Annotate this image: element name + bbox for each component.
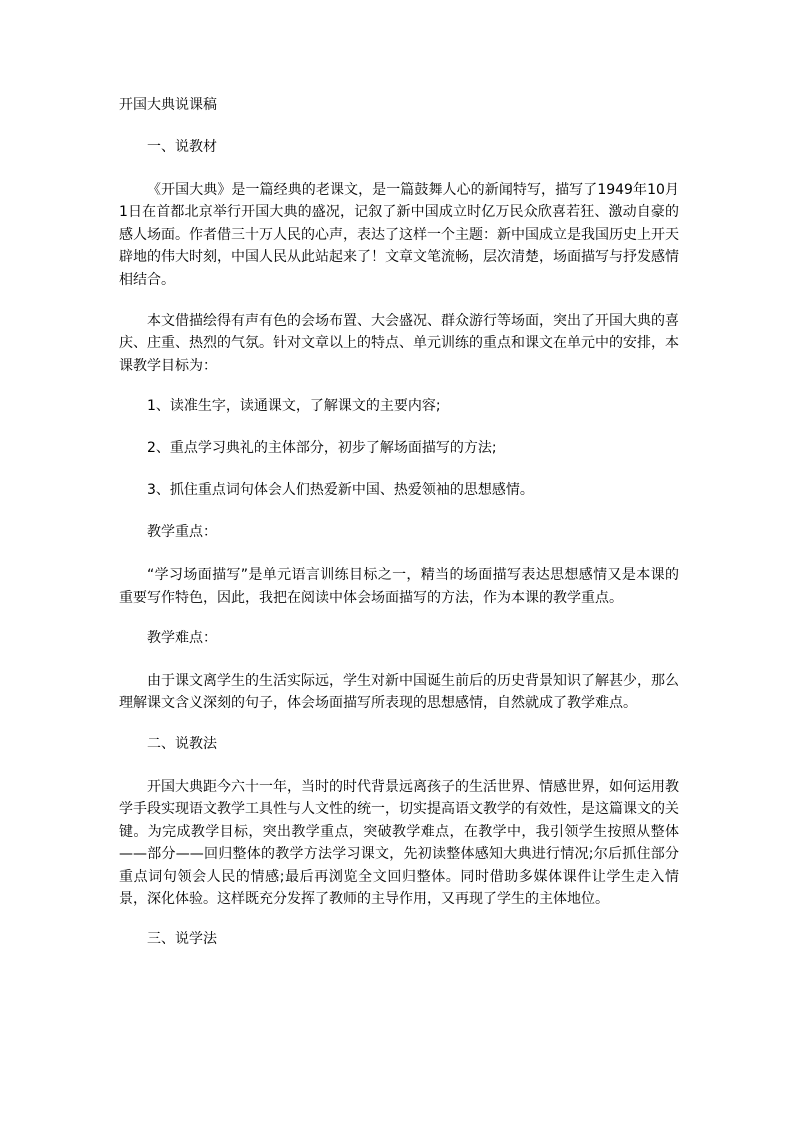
- difficulty-label: 教学难点：: [147, 630, 217, 647]
- document-page: [119, 95, 679, 971]
- section-heading-learning-method: 三、说学法: [147, 931, 217, 948]
- paragraph-teaching-goals-intro: 本文借描绘得有声有色的会场布置、大会盛况、群众游行等场面，突出了开国大典的喜庆、庄重、热烈的气氛。针对文章以上的特点、单元训练的重点和课文在单元中的安排，本课教学目标为：: [119, 313, 679, 374]
- document-title: 开国大典说课稿: [119, 97, 217, 113]
- paragraph-key-point: “学习场面描写”是单元语言训练目标之一，精当的场面描写表达思想感情又是本课的重要写作特色，因此，我把在阅读中体会场面描写的方法，作为本课的教学重点。: [119, 567, 679, 606]
- paragraph-difficulty: 由于课文离学生的生活实际远，学生对新中国诞生前后的历史背景知识了解甚少，那么理解课文含义深刻的句子，体会场面描写所表现的思想感情，自然就成了教学难点。: [119, 673, 679, 712]
- section-heading-teaching-method: 二、说教法: [147, 735, 217, 752]
- goal-item-2: 2、重点学习典礼的主体部分，初步了解场面描写的方法;: [147, 440, 497, 457]
- key-point-label: 教学重点：: [147, 524, 217, 541]
- paragraph-teaching-method: 开国大典距今六十一年，当时的时代背景远离孩子的生活世界、情感世界，如何运用教学手段实现语文教学工具性与人文性的统一，切实提高语文教学的有效性，是这篇课文的关键。为完成教学目标，突出教学重点，突破教学难点，在教学中，我引领学生按照从整体——部分——回归整体的教学方法学习课文，先初读整体感知大典进行情况;尔后抓住部分重点词句领会人民的情感;最后再浏览全文回归整体。同时借助多媒体课件让学生走入情景，深化体验。这样既充分发挥了教师的主导作用，又再现了学生的主体地位。: [119, 778, 679, 907]
- section-heading-teaching-material: 一、说教材: [147, 139, 217, 155]
- paragraph-introduction: 《开国大典》是一篇经典的老课文，是一篇鼓舞人心的新闻特写，描写了1949年10月1日在首都北京举行开国大典的盛况，记叙了新中国成立时亿万民众欣喜若狂、激动自豪的感人场面。作者借三十万人民的心声，表达了这样一个主题：新中国成立是我国历史上开天辟地的伟大时刻，中国人民从此站起来了！文章文笔流畅，层次清楚，场面描写与抒发感情相结合。: [119, 182, 679, 288]
- goal-item-1: 1、读准生字，读通课文，了解课文的主要内容;: [147, 398, 441, 415]
- goal-item-3: 3、抓住重点词句体会人们热爱新中国、热爱领袖的思想感情。: [147, 482, 534, 499]
